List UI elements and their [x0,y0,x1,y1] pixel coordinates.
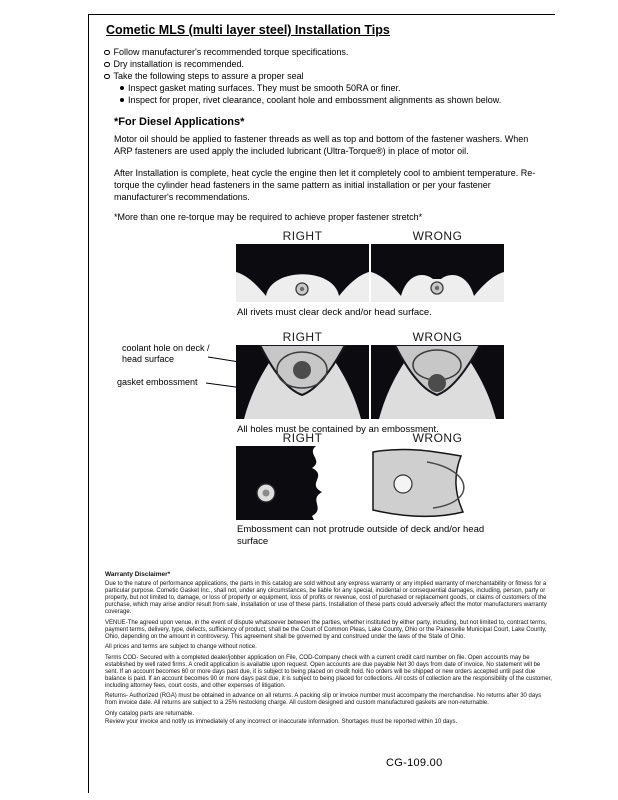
right-header-row1: RIGHT [282,229,323,243]
embossment-wrong-diagram [371,446,504,520]
list-item [120,94,550,106]
wrong-header-row3: WRONG [412,431,463,445]
gasket-embossment-label: gasket embossment [117,377,198,387]
bullet-icon [104,50,110,56]
rivet-wrong-diagram [371,244,504,302]
wrong-header-row2: WRONG [412,330,463,344]
list-item [104,70,550,82]
warranty-disclaimer-heading: Warranty Disclaimer* [105,571,171,578]
coolant-hole-right-diagram [236,345,369,419]
sub-bullet-icon [120,98,124,102]
sub-bullet-icon [120,86,124,90]
page-code: CG-109.00 [386,757,443,769]
bullet-icon [104,74,110,80]
rivet-right-diagram [236,244,369,302]
tip-text: Follow manufacturer's recommended torque specifications. [113,47,349,57]
coolant-hole-label: coolant hole on deck / head surface [122,343,210,364]
prices-paragraph: All prices and terms are subject to change without notice. [105,644,257,650]
right-header-row2: RIGHT [282,330,323,344]
coolant-hole-wrong-diagram [371,345,504,419]
diesel-applications-heading: *For Diesel Applications* [114,116,245,128]
list-item [104,58,550,70]
returns-paragraph: Returns- Authorized (RGA) must be obtained in advance on all returns. A packing slip or invoice number must accompany the merchandise. No returns after 30 days from invoice date. All returns are subject to a 25% restocking charge. All custom designed and custom manufactured gaskets are non-returnable. [105,693,542,706]
page-title: Cometic MLS (multi layer steel) Installation Tips [106,23,390,37]
list-item [120,82,550,94]
holes-caption: All holes must be contained by an embossment. [237,424,439,435]
tip-text: Take the following steps to assure a proper seal [113,71,304,81]
diesel-paragraph-1: Motor oil should be applied to fastener threads as well as top and bottom of the fastener washers. When ARP fasteners are used apply the included lubricant (Ultra-Torque®) in place of motor oil. [114,134,529,156]
tip-text: Inspect for proper, rivet clearance, coolant hole and embossment alignments as shown below. [128,95,502,105]
list-item [104,46,550,58]
right-header-row3: RIGHT [282,431,323,445]
retorque-note: *More than one re-torque may be required to achieve proper fastener stretch* [114,212,423,222]
tip-text: Dry installation is recommended. [113,59,245,69]
bullet-icon [104,62,110,68]
rivet-caption: All rivets must clear deck and/or head surface. [237,307,432,318]
only-catalog-paragraph: Only catalog parts are returnable. [105,710,195,717]
wrong-header-row1: WRONG [412,229,463,243]
venue-paragraph: VENUE-The agreed upon venue, in the event of dispute whatsoever between the parties, whether instituted by either party, including, but not limited to, contract terms, payment terms, delivery, type, defects, sufficiency of product, shall be the Court of Common Pleas, Lake County, Ohio or the Painesville Municipal Court, Lake County, Ohio, depending on the amount in controversy. This agreement shall be governed by and construed under the laws of the State of Ohio. [105,619,547,640]
tip-text: Inspect gasket mating surfaces. They must be smooth 50RA or finer. [128,83,401,93]
embossment-caption: Embossment can not protrude outside of deck and/or head surface [237,524,485,547]
embossment-right-diagram [236,446,369,520]
legal-section [105,571,553,729]
diesel-paragraph-2: After Installation is complete, heat cycle the engine then let it completely cool to ambient temperature. Re-torque the cylinder head fasteners in the same pattern as initial installation or per your fastener manufacturer's recommendations. [114,168,536,202]
installation-tips-list [104,46,550,106]
review-paragraph: Review your invoice and notify us immediately of any incorrect or inaccurate information. Shortages must be reported within 10 days. [105,718,458,725]
terms-paragraph: Terms COD- Secured with a completed dealer/jobber application on File, COD-Company check with a current credit card number on file. Open accounts may be established by well rated firms. A credit application is available upon request. Open accounts are due payable Net 30 days from date of invoice. No statement will be sent. If an account becomes 60 or more days past due, it is subject to being placed on credit hold. No orders will be shipped or new orders accepted until past due balance is paid. If an account becomes 90 or more days past due, it is subject to being placed for collections. All costs of collection are the responsibility of the customer, including attorney fees, court costs, and other expenses of litigation. [105,654,552,689]
warranty-paragraph: Due to the nature of performance applications, the parts in this catalog are sold without any express warranty or any implied warranty of merchantability or fitness for a particular purpose. Cometic Gasket Inc., shall not, under any circumstances, be liable for any special, incidental or consequential damages, including, person, party or property, but not limited to, damage, or loss of property or equipment, loss of profits or revenue, cost of purchased or replacement goods, or claims of customers of the purchase, which may arise and/or result from sale, installation or use of these parts. Installation of these parts could adversely affect the motor manufacturers warranty coverage. [105,581,547,615]
